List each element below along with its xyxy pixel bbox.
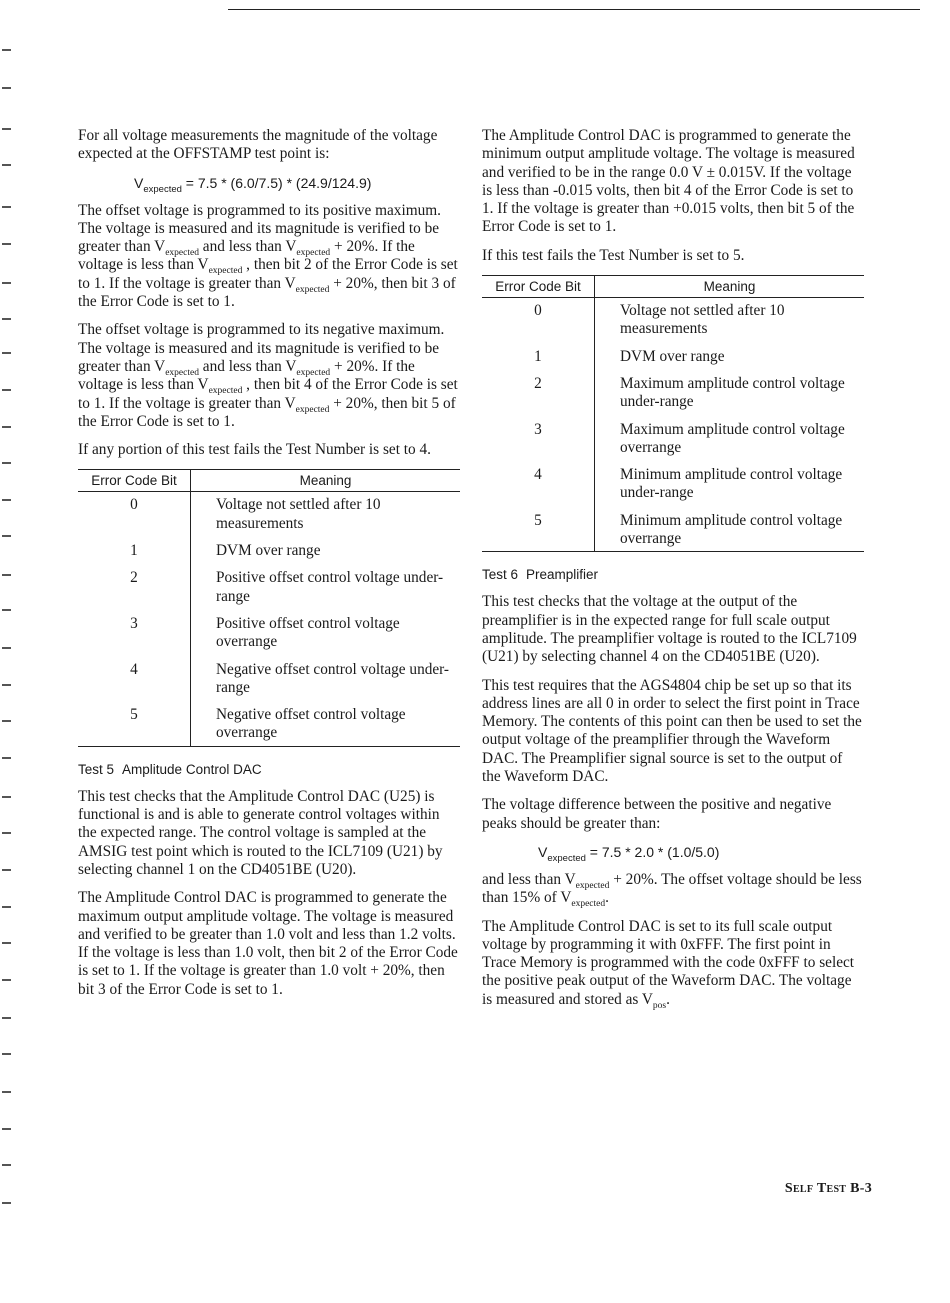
right-column (482, 127, 864, 1019)
margin-mark (2, 1164, 11, 1166)
table-bottom-rule (78, 746, 460, 747)
margin-mark (2, 574, 11, 576)
margin-mark (2, 1091, 11, 1093)
margin-mark (2, 282, 11, 284)
page-footer (785, 1181, 872, 1197)
meaning-cell: Negative offset control voltage under-range (216, 660, 450, 696)
footer-section-title: Self Test (784, 1181, 847, 1196)
table-row (78, 565, 460, 611)
table-row (78, 538, 460, 565)
bit-cell: 4 (482, 462, 595, 508)
meaning-cell: Voltage not settled after 10 measurements (620, 302, 785, 338)
test6-full-scale-paragraph: The Amplitude Control DAC is set to its full scale output voltage by programming it with 0xFFF. The first point in Trace Memory is programmed with the code 0xFFF to select the positive peak output of the Waveform DAC. The voltage is measured and stored as $V_{pos}$. (482, 917, 855, 1011)
margin-mark (2, 206, 11, 208)
test5-heading: Test 5 Amplitude Control DAC (78, 761, 262, 777)
margin-mark (2, 128, 11, 130)
margin-mark (2, 1202, 11, 1204)
meaning-cell: Minimum amplitude control voltage under-range (620, 466, 843, 502)
test5-min-amplitude-paragraph: The Amplitude Control DAC is programmed to generate the minimum output amplitude voltage. The voltage is measured and verified to be in the range 0.0 V ± 0.015V. If the voltage is less than -0.015 volts, then bit 4 of the Error Code is set to 1. If the voltage is greater than +0.015 volts, then bit 5 of the Error Code is set to 1. (482, 127, 855, 236)
column-header-bit: Error Code Bit (78, 470, 191, 492)
bit-cell: 1 (482, 344, 595, 371)
margin-mark (2, 1017, 11, 1019)
table-bottom-rule (482, 551, 864, 552)
page-number: B-3 (850, 1181, 872, 1196)
bit-cell: 0 (78, 492, 191, 538)
offset-error-code-table (78, 469, 460, 745)
bit-cell: 2 (482, 371, 595, 417)
table-header-row (482, 276, 864, 298)
margin-mark (2, 647, 11, 649)
margin-mark (2, 906, 11, 908)
meaning-cell: DVM over range (216, 542, 321, 560)
margin-mark (2, 318, 11, 320)
margin-mark (2, 979, 11, 981)
meaning-cell: Positive offset control voltage under-range (216, 569, 444, 605)
bit-cell: 5 (482, 508, 595, 552)
test6-limits-paragraph: and less than $V_{expected} + 20\%$. The offset voltage should be less than 15% of $V_{expected}$. (482, 870, 862, 910)
test6-peak-difference-paragraph: The voltage difference between the positive and negative peaks should be greater than: (482, 796, 832, 832)
table-row (482, 371, 864, 417)
margin-mark (2, 1128, 11, 1130)
bit-cell: 3 (482, 417, 595, 463)
bit-cell: 2 (78, 565, 191, 611)
margin-mark (2, 352, 11, 354)
test6-description-paragraph: This test checks that the voltage at the output of the preamplifier is in the expected range for full scale output amplitude. The preamplifier voltage is routed to the ICL7109 (U21) by selecting channel 4 on the CD4051BE (U20). (482, 593, 857, 666)
voltage-intro-paragraph: For all voltage measurements the magnitude of the voltage expected at the OFFSTAMP test point is: (78, 127, 438, 163)
bit-cell: 5 (78, 702, 191, 746)
margin-mark (2, 87, 11, 89)
meaning-cell: Minimum amplitude control voltage overrange (620, 511, 843, 548)
meaning-cell: Maximum amplitude control voltage under-range (620, 374, 845, 411)
margin-mark (2, 832, 11, 834)
positive-offset-paragraph: The offset voltage is programmed to its positive maximum. The voltage is measured and its magnitude is verified to be greater than $V_{expected}$ and less than $V_{expected} + 20\%$. If the voltage is less than $V_{expected}$ , then bit 2 of the Error Code is set to 1. If the voltage is greater than $V_{expected} + 20\%$, then bit 3 of the Error Code is set to 1. (78, 201, 458, 311)
table-row (482, 508, 864, 552)
margin-mark (2, 49, 11, 51)
margin-mark (2, 757, 11, 759)
meaning-cell: Maximum amplitude control voltage overrange (620, 420, 845, 456)
margin-mark (2, 243, 11, 245)
table-row (482, 462, 864, 508)
margin-mark (2, 164, 11, 166)
table-header-row (78, 470, 460, 492)
test6-heading: Test 6 Preamplifier (482, 567, 599, 583)
bit-cell: 0 (482, 298, 595, 344)
meaning-cell: DVM over range (620, 347, 725, 365)
column-header-bit: Error Code Bit (482, 276, 595, 298)
table-row (482, 417, 864, 463)
margin-mark (2, 462, 11, 464)
amplitude-error-code-table (482, 275, 864, 551)
preamp-expected-voltage-formula: $V_{expected} = 7.5 * 2.0 * (1.0/5.0)$ (538, 843, 720, 864)
margin-mark (2, 684, 11, 686)
test6-setup-paragraph: This test requires that the AGS4804 chip be set up so that its address lines are all 0 in order to select the first point in Trace Memory. The contents of this point can then be used to set the output voltage of the preamplifier through the Waveform DAC. The Preamplifier signal source is set to the output of the Waveform DAC. (482, 676, 862, 786)
table-row (482, 344, 864, 371)
column-header-meaning: Meaning (191, 470, 461, 492)
margin-mark (2, 609, 11, 611)
expected-voltage-formula: $V_{expected} = 7.5 * (6.0/7.5) * (24.9/124.9)$ (134, 174, 372, 195)
margin-mark (2, 869, 11, 871)
left-column (78, 127, 460, 1009)
test4-failure-paragraph: If any portion of this test fails the Test Number is set to 4. (78, 441, 431, 459)
top-rule (228, 9, 920, 10)
binding-margin-marks (0, 0, 14, 1303)
margin-mark (2, 1053, 11, 1055)
table-row (78, 611, 460, 657)
table-row (78, 702, 460, 746)
bit-cell: 3 (78, 611, 191, 657)
test5-description-paragraph: This test checks that the Amplitude Control DAC (U25) is functional is and is able to generate control voltages within the expected range. The control voltage is sampled at the AMSIG test point which is routed to the ICL7109 (U21) by selecting channel 1 on the CD4051BE (U20). (78, 787, 443, 878)
bit-cell: 4 (78, 657, 191, 703)
margin-mark (2, 796, 11, 798)
margin-mark (2, 720, 11, 722)
test5-max-amplitude-paragraph: The Amplitude Control DAC is programmed to generate the maximum output amplitude voltage. The voltage is measured and verified to be greater than 1.0 volt and less than 1.2 volts. If the voltage is less than 1.0 volt, then bit 2 of the Error Code is set to 1. If the voltage is greater than 1.0 volt + 20%, then bit 3 of the Error Code is set to 1. (78, 889, 458, 998)
table-row (78, 657, 460, 703)
margin-mark (2, 426, 11, 428)
meaning-cell: Voltage not settled after 10 measurements (216, 496, 381, 532)
meaning-cell: Negative offset control voltage overrange (216, 706, 406, 742)
margin-mark (2, 942, 11, 944)
column-header-meaning: Meaning (595, 276, 865, 298)
meaning-cell: Positive offset control voltage overrange (216, 614, 400, 651)
negative-offset-paragraph: The offset voltage is programmed to its negative maximum. The voltage is measured and its magnitude is verified to be greater than $V_{expected}$ and less than $V_{expected} + 20\%$. If the voltage is less than $V_{expected}$ , then bit 4 of the Error Code is set to 1. If the voltage is greater than $V_{expected} + 20\%$, then bit 5 of the Error Code is set to 1. (78, 321, 458, 430)
table-row (78, 492, 460, 538)
test5-failure-paragraph: If this test fails the Test Number is set to 5. (482, 246, 745, 264)
bit-cell: 1 (78, 538, 191, 565)
margin-mark (2, 499, 11, 501)
margin-mark (2, 535, 11, 537)
table-row (482, 298, 864, 344)
margin-mark (2, 389, 11, 391)
